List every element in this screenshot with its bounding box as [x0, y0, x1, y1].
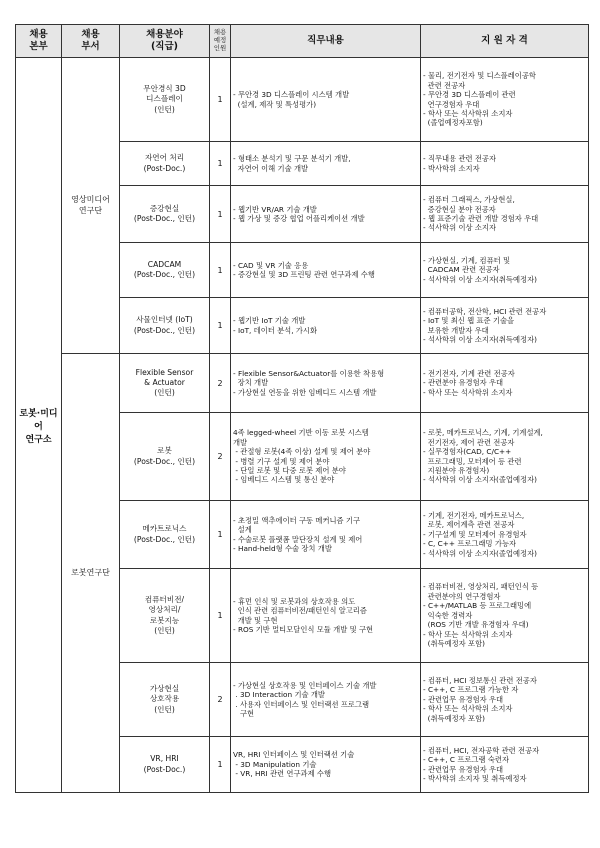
duty-cell: [231, 186, 421, 243]
count-cell: 1: [210, 58, 231, 142]
department-cell: 영상미디어 연구단: [62, 58, 120, 354]
duty-line: - 무안경 3D 디스플레이 시스템 개발: [233, 90, 350, 100]
qual-line: - 컴퓨터, HCI 정보통신 관련 전공자: [423, 675, 537, 685]
duty-line: - 웹기반 IoT 기술 개발: [233, 316, 306, 326]
qual-line: CADCAM 관련 전공자: [423, 265, 500, 275]
duty-line: 자연어 이해 기술 개발: [233, 163, 309, 173]
duty-cell: [231, 142, 421, 186]
field-cell: 로봇 (Post-Doc., 인턴): [120, 413, 210, 501]
duty-cell: [231, 243, 421, 298]
duty-cell: [231, 413, 421, 501]
duty-cell: [231, 663, 421, 737]
count-cell: 2: [210, 354, 231, 413]
qual-line: 관련분야의 연구경험자: [423, 591, 501, 601]
duty-line: - 수술로봇 플랫폼 말단장치 설계 및 제어: [233, 534, 363, 544]
qual-line: - 무안경 3D 디스플레이 관련: [423, 90, 516, 100]
duty-line: - VR, HRI 관련 연구과제 수행: [233, 769, 332, 779]
count-cell: 1: [210, 569, 231, 663]
qualification-cell: [421, 413, 589, 501]
qualification-cell: [421, 58, 589, 142]
qualification-cell: [421, 501, 589, 569]
qualification-cell: [421, 142, 589, 186]
duty-line: - 휴먼 인식 및 로봇과의 상호작용 의도: [233, 596, 356, 606]
recruitment-table: [15, 24, 589, 793]
qual-line: - 학사 또는 석사학위 소지자: [423, 108, 513, 118]
qual-line: - 석사학위 이상 소지자(졸업예정자): [423, 548, 537, 558]
qual-line: - IoT 및 최신 웹 표준 기술을: [423, 316, 515, 326]
duty-cell: [231, 569, 421, 663]
qual-line: 보유한 개발자 우대: [423, 325, 489, 335]
count-cell: 2: [210, 663, 231, 737]
field-cell: Flexible Sensor & Actuator (인턴): [120, 354, 210, 413]
qual-line: (취득예정자 포함): [423, 639, 485, 649]
qual-line: 로봇, 제어계측 관련 전공자: [423, 520, 515, 530]
table-row: [16, 354, 589, 413]
count-cell: 1: [210, 142, 231, 186]
qual-line: - 물리, 전기전자 및 디스플레이공학: [423, 71, 536, 81]
duty-line: 설계: [233, 525, 252, 535]
qual-line: (취득예정자 포함): [423, 713, 485, 723]
field-cell: 사물인터넷 (IoT) (Post-Doc., 인턴): [120, 298, 210, 354]
qualification-cell: [421, 569, 589, 663]
duty-cell: [231, 354, 421, 413]
qual-line: - 로봇, 메카트로닉스, 기계, 기계설계,: [423, 428, 543, 438]
qual-line: - 석사학위 이상 소지자(취득예정자): [423, 274, 537, 284]
duty-line: (설계, 제작 및 특성평가): [233, 99, 317, 109]
duty-cell: [231, 298, 421, 354]
qual-line: 지원분야 유경험자): [423, 465, 490, 475]
duty-line: - 형태소 분석기 및 구문 분석기 개발,: [233, 154, 351, 164]
qualification-cell: [421, 186, 589, 243]
qual-line: - 학사 또는 석사학위 소지자: [423, 387, 513, 397]
field-cell: VR, HRI (Post-Doc.): [120, 737, 210, 793]
qual-line: - C, C++ 프로그래밍 가능자: [423, 539, 517, 549]
qual-line: - 학사 또는 석사학위 소지자: [423, 629, 513, 639]
count-cell: 2: [210, 413, 231, 501]
qual-line: 전기전자, 제어 관련 전공자: [423, 437, 515, 447]
qual-line: (졸업예정자포함): [423, 118, 483, 128]
count-cell: 1: [210, 501, 231, 569]
qual-line: - 기계, 전기전자, 메카트로닉스,: [423, 510, 525, 520]
count-cell: 1: [210, 186, 231, 243]
field-cell: 메카트로닉스 (Post-Doc., 인턴): [120, 501, 210, 569]
qual-line: 프로그래밍, 모터제어 등 관련: [423, 456, 522, 466]
count-cell: 1: [210, 737, 231, 793]
duty-line: 장치 개발: [233, 378, 269, 388]
qual-line: - 가상현실, 기계, 컴퓨터 및: [423, 255, 511, 265]
qual-line: - 박사학위 소지자 및 취득예정자: [423, 773, 527, 783]
qual-line: - 관련분야 유경험자 우대: [423, 378, 504, 388]
duty-line: - 증강현실 및 3D 프린팅 관련 연구과제 수행: [233, 270, 375, 279]
duty-line: - 웹 가상 및 증강 협업 어플리케이션 개발: [233, 214, 365, 223]
duty-line: 4족 legged-wheel 기반 이동 로봇 시스템: [233, 428, 369, 438]
duty-line: - IoT, 데이터 분석, 가시화: [233, 325, 318, 335]
duty-line: 구현: [233, 708, 255, 718]
header-row: [16, 25, 589, 58]
duty-line: - CAD 및 VR 기술 응용: [233, 260, 309, 270]
field-cell: 가상현실 상호작용 (인턴): [120, 663, 210, 737]
field-cell: 자연어 처리 (Post-Doc.): [120, 142, 210, 186]
duty-cell: [231, 58, 421, 142]
duty-line: - 임베디드 시스템 및 통신 분야: [233, 475, 335, 485]
hq-cell: 로봇·미디어 연구소: [16, 58, 62, 793]
duty-line: - 가상현실 상호작용 및 인터페이스 기술 개발: [233, 680, 377, 690]
duty-line: - 관절형 로봇(4족 이상) 설계 및 제어 분야: [233, 447, 371, 457]
qualification-cell: [421, 298, 589, 354]
qual-line: - 컴퓨터비전, 영상처리, 패턴인식 등: [423, 582, 539, 592]
duty-line: VR, HRI 인터페이스 및 인터랙션 기술: [233, 750, 355, 760]
qual-line: - 석사학위 이상 소지자(취득예정자): [423, 334, 537, 344]
duty-line: 인식 관련 컴퓨터비전/패턴인식 알고리즘: [233, 606, 367, 616]
qualification-cell: [421, 663, 589, 737]
qual-line: 연구경험자 우대: [423, 99, 480, 109]
duty-cell: [231, 737, 421, 793]
qual-line: - 기구설계 및 모터제어 유경험자: [423, 529, 527, 539]
header-dept: 채용 부서: [62, 25, 120, 58]
duty-line: - 단일 로봇 및 다중 로봇 제어 분야: [233, 465, 346, 475]
qual-line: - 학사 또는 석사학위 소지자: [423, 704, 513, 714]
field-cell: 증강현실 (Post-Doc., 인턴): [120, 186, 210, 243]
qual-line: - C++, C 프로그램 숙련자: [423, 755, 509, 765]
qual-line: (ROS 기반 개발 유경험자 우대): [423, 620, 529, 630]
field-cell: CADCAM (Post-Doc., 인턴): [120, 243, 210, 298]
qual-line: 익숙한 경력자: [423, 610, 473, 620]
duty-line: . 사용자 인터페이스 및 인터랙션 프로그램: [233, 699, 370, 709]
qual-line: 증강현실 분야 전공자: [423, 204, 496, 214]
qualification-cell: [421, 354, 589, 413]
header-duty: 직무내용: [231, 25, 421, 58]
duty-line: 개발 및 구현: [233, 615, 278, 625]
duty-line: - 병렬 기구 설계 및 제어 분야: [233, 456, 330, 466]
qual-line: - 관련업무 유경험자 우대: [423, 694, 504, 704]
header-field: 채용분야 (직급): [120, 25, 210, 58]
qual-line: - 실무경험자(CAD, C/C++: [423, 447, 512, 457]
qualification-cell: [421, 243, 589, 298]
qual-line: - 컴퓨터공학, 전산학, HCI 관련 전공자: [423, 306, 547, 316]
qual-line: - 석사학위 이상 소지자(졸업예정자): [423, 475, 537, 485]
header-count: 채용 예정 인원: [210, 25, 231, 58]
qual-line: - 컴퓨터 그래픽스, 가상현실,: [423, 195, 515, 205]
qualification-cell: [421, 737, 589, 793]
duty-line: - 3D Manipulation 기술: [233, 759, 317, 769]
table-row: [16, 58, 589, 142]
duty-line: - Flexible Sensor&Actuator를 이용한 착용형: [233, 368, 385, 378]
qual-line: 관련 전공자: [423, 80, 466, 90]
duty-line: - ROS 기반 멀티모달인식 모듈 개발 및 구현: [233, 624, 374, 634]
qual-line: - 전기전자, 기계 관련 전공자: [423, 368, 515, 378]
count-cell: 1: [210, 298, 231, 354]
duty-line: 개발: [233, 437, 248, 447]
count-cell: 1: [210, 243, 231, 298]
department-cell: 로봇연구단: [62, 354, 120, 793]
qual-line: - 박사학위 소지자: [423, 163, 480, 173]
duty-line: - 초정밀 액추에이터 구동 메커니즘 기구: [233, 515, 361, 525]
qual-line: - 웹 표준기술 관련 개발 경험자 우대: [423, 214, 539, 223]
field-cell: 컴퓨터비전/ 영상처리/ 로봇지능 (인턴): [120, 569, 210, 663]
header-hq: 채용 본부: [16, 25, 62, 58]
duty-line: - 웹기반 VR/AR 기술 개발: [233, 204, 317, 214]
field-cell: 무안경식 3D 디스플레이 (인턴): [120, 58, 210, 142]
header-qual: 지 원 자 격: [421, 25, 589, 58]
qual-line: - 석사학위 이상 소지자: [423, 223, 497, 233]
qual-line: - C++/MATLAB 등 프로그래밍에: [423, 601, 532, 611]
qual-line: - 컴퓨터, HCI, 전자공학 관련 전공자: [423, 745, 540, 755]
qual-line: - 직무내용 관련 전공자: [423, 154, 497, 164]
duty-line: - 가상현실 연동을 위한 임베디드 시스템 개발: [233, 387, 377, 397]
qual-line: - 관련업무 유경험자 우대: [423, 764, 504, 774]
qual-line: - C++, C 프로그램 가능한 자: [423, 685, 519, 695]
duty-line: . 3D Interaction 기술 개발: [233, 690, 325, 700]
duty-cell: [231, 501, 421, 569]
duty-line: - Hand-held형 수술 장치 개발: [233, 543, 332, 553]
